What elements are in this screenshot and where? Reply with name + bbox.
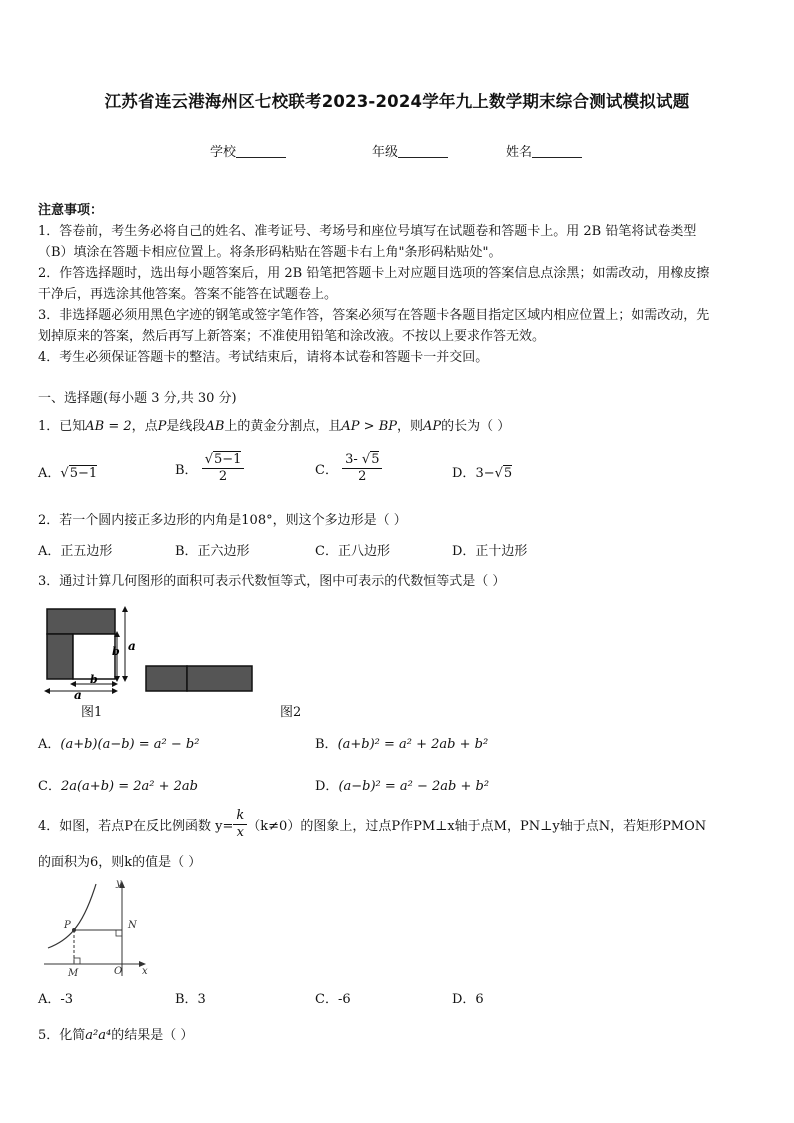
q3-option-b: B．(a+b)² = a² + 2ab + b²	[315, 737, 489, 752]
label-a-bottom: a	[74, 688, 82, 700]
label-a-right: a	[128, 639, 136, 653]
label-b-right: b	[112, 645, 120, 658]
name-field	[506, 141, 582, 160]
q3-option-c: C．2a(a+b) = 2a² + 2ab	[38, 779, 198, 794]
note-1a: 1．答卷前，考生务必将自己的姓名、准考证号、考场号和座位号填写在试题卷和答题卡上。用 2B 铅笔将试卷类型	[38, 224, 697, 239]
svg-text:O: O	[114, 966, 123, 977]
grade-field	[372, 141, 448, 160]
school-field	[210, 141, 286, 160]
q2-option-a: A．正五边形	[38, 544, 113, 559]
figure-1-caption: 图1	[81, 705, 103, 720]
note-2a: 2．作答选择题时，选出每小题答案后，用 2B 铅笔把答题卡上对应题目选项的答案信息点涂黑；如需改动，用橡皮擦	[38, 266, 710, 281]
note-3a: 3．非选择题必须用黑色字迹的钢笔或签字笔作答，答案必须写在答题卡各题目指定区域内相应位置上；如需改动，先	[38, 308, 710, 323]
q4-option-a: A．-3	[38, 992, 74, 1007]
svg-text:P: P	[64, 920, 71, 931]
q2-option-b: B．正六边形	[175, 544, 250, 559]
note-2b: 干净后，再选涂其他答案。答案不能答在试题卷上。	[38, 287, 338, 302]
section-heading: 一、选择题(每小题 3 分,共 30 分)	[38, 391, 237, 406]
q3-option-a: A．(a+b)(a−b) = a² − b²	[38, 737, 200, 752]
svg-text:M: M	[68, 968, 79, 979]
page-title: 江苏省连云港海州区七校联考2023-2024学年九上数学期末综合测试模拟试题	[104, 92, 690, 111]
note-3b: 划掉原来的答案，然后再写上新答案；不准使用铅笔和涂改液。不按以上要求作答无效。	[38, 329, 546, 344]
figure-2-caption: 图2	[280, 705, 302, 720]
q3-figures	[38, 600, 268, 700]
figure-1	[44, 606, 136, 700]
notes-heading: 注意事项：	[38, 203, 104, 218]
q1-option-c: C． $\frac{3- √5}{2}$	[315, 452, 382, 485]
q1-option-b: B． $\frac{√5-1}{2}$	[175, 452, 244, 485]
q1-option-d: D．3−√5	[452, 466, 513, 481]
grade-blank	[398, 143, 448, 158]
svg-text:y: y	[116, 878, 122, 889]
q4-option-c: C．-6	[315, 992, 351, 1007]
school-blank	[236, 143, 286, 158]
question-2: 2．若一个圆内接正多边形的内角是108°，则这个多边形是（ ）	[38, 513, 407, 528]
label-b-bottom: b	[90, 673, 98, 686]
q4-graph	[38, 876, 158, 980]
name-blank	[532, 143, 582, 158]
q2-option-c: C．正八边形	[315, 544, 390, 559]
figure-2	[146, 666, 252, 691]
question-1: 1．已知AB = 2，点P是线段AB上的黄金分割点，且AP > BP，则AP的长为（ ）	[38, 419, 511, 434]
q3-option-d: D．(a−b)² = a² − 2ab + b²	[315, 779, 490, 794]
q1-option-a: A．√5−1	[38, 466, 98, 481]
grade-label: 年级	[372, 145, 399, 160]
question-4-line-2: 的面积为6，则k的值是（ ）	[38, 855, 202, 870]
q4-option-b: B．3	[175, 992, 206, 1007]
svg-text:x: x	[142, 966, 148, 977]
note-4: 4．考生必须保证答题卡的整洁。考试结束后，请将本试卷和答题卡一并交回。	[38, 350, 489, 365]
question-5: 5．化简a²a⁴的结果是（ ）	[38, 1028, 194, 1043]
question-4: 4．如图，若点P在反比例函数 y= $\frac{k}{x}$ （k≠0）的图象上，过点P作PM⊥x轴于点M，PN⊥y轴于点N，若矩形PMON	[38, 808, 707, 840]
name-label: 姓名	[506, 145, 533, 160]
note-1b: （B）填涂在答题卡相应位置上。将条形码粘贴在答题卡右上角"条形码粘贴处"。	[38, 245, 502, 260]
svg-text:N: N	[128, 920, 137, 931]
q4-option-d: D．6	[452, 992, 484, 1007]
question-3: 3．通过计算几何图形的面积可表示代数恒等式，图中可表示的代数恒等式是（ ）	[38, 574, 506, 589]
school-label: 学校	[210, 145, 237, 160]
q2-option-d: D．正十边形	[452, 544, 528, 559]
